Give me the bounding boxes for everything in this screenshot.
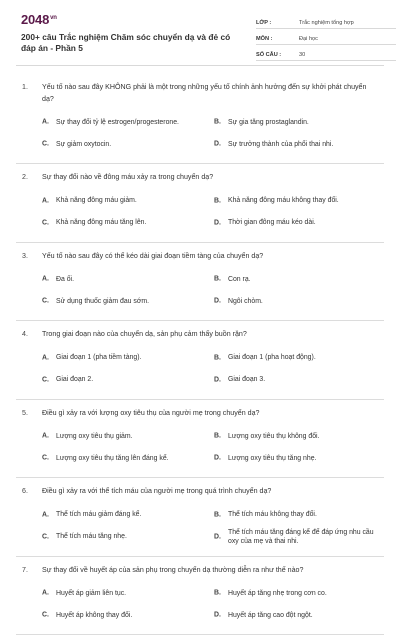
option-letter: A. bbox=[42, 432, 49, 441]
option-b[interactable] bbox=[214, 268, 386, 290]
question-4 bbox=[16, 321, 384, 400]
option-c[interactable] bbox=[42, 369, 214, 391]
option-c[interactable] bbox=[42, 447, 214, 469]
option-b[interactable] bbox=[214, 425, 386, 447]
meta-value: 30 bbox=[299, 52, 305, 58]
option-text: Huyết áp tăng cao đột ngột. bbox=[228, 611, 313, 620]
option-grid bbox=[16, 498, 384, 556]
option-text: Thể tích máu không thay đổi. bbox=[228, 510, 317, 519]
option-letter: D. bbox=[214, 140, 221, 149]
logo-suffix: vn bbox=[50, 15, 57, 21]
option-a[interactable] bbox=[42, 425, 214, 447]
option-letter: C. bbox=[42, 375, 49, 384]
question-body: Yếu tố nào sau đây KHÔNG phải là một trong những yếu tố chính ảnh hưởng đến sự khởi phát chuyển dạ? bbox=[42, 83, 366, 103]
option-text: Thể tích máu tăng đáng kể để đáp ứng nhu cầu oxy của mẹ và thai nhi. bbox=[228, 528, 386, 546]
option-text: Giai đoạn 2. bbox=[56, 375, 93, 384]
option-text: Lượng oxy tiêu thụ không đổi. bbox=[228, 432, 320, 441]
question-2 bbox=[16, 164, 384, 243]
option-letter: A. bbox=[42, 275, 49, 284]
option-letter: D. bbox=[214, 454, 221, 463]
option-d[interactable] bbox=[214, 212, 386, 234]
option-b[interactable] bbox=[214, 504, 386, 526]
question-body: Điều gì xảy ra với lượng oxy tiêu thụ của người mẹ trong chuyển dạ? bbox=[42, 409, 259, 417]
option-grid bbox=[16, 184, 384, 242]
question-number: 5. bbox=[22, 408, 28, 420]
option-grid bbox=[16, 576, 384, 634]
option-letter: A. bbox=[42, 353, 49, 362]
meta-row-subject bbox=[256, 30, 396, 45]
option-text: Giai đoạn 1 (pha tiềm tàng). bbox=[56, 353, 141, 362]
option-b[interactable] bbox=[214, 582, 386, 604]
option-letter: D. bbox=[214, 218, 221, 227]
option-letter: A. bbox=[42, 510, 49, 519]
option-c[interactable] bbox=[42, 604, 214, 626]
option-c[interactable] bbox=[42, 212, 214, 234]
question-6 bbox=[16, 478, 384, 557]
option-b[interactable] bbox=[214, 347, 386, 369]
question-body: Sự thay đổi nào về đông máu xảy ra trong chuyển dạ? bbox=[42, 173, 213, 181]
option-letter: C. bbox=[42, 611, 49, 620]
option-letter: C. bbox=[42, 454, 49, 463]
option-text: Con rạ. bbox=[228, 275, 251, 284]
meta-value: Trắc nghiệm tổng hợp bbox=[299, 20, 354, 26]
option-text: Thời gian đông máu kéo dài. bbox=[228, 218, 316, 227]
option-text: Lượng oxy tiêu thụ giảm. bbox=[56, 432, 133, 441]
option-letter: B. bbox=[214, 432, 221, 441]
option-d[interactable] bbox=[214, 604, 386, 626]
question-5 bbox=[16, 400, 384, 479]
option-letter: A. bbox=[42, 196, 49, 205]
meta-value: Đại học bbox=[299, 36, 318, 42]
option-b[interactable] bbox=[214, 190, 386, 212]
option-text: Sự trưởng thành của phổi thai nhi. bbox=[228, 140, 333, 149]
question-body: Sự thay đổi về huyết áp của sản phụ trong chuyển dạ thường diễn ra như thế nào? bbox=[42, 566, 303, 574]
question-text bbox=[16, 478, 384, 498]
meta-row-class bbox=[256, 14, 396, 29]
option-d[interactable] bbox=[214, 290, 386, 312]
site-logo[interactable] bbox=[21, 12, 57, 27]
option-text: Khả năng đông máu không thay đổi. bbox=[228, 196, 339, 205]
option-grid bbox=[16, 341, 384, 399]
question-text bbox=[16, 321, 384, 341]
question-number: 2. bbox=[22, 172, 28, 184]
option-d[interactable] bbox=[214, 133, 386, 155]
option-text: Thể tích máu giảm đáng kể. bbox=[56, 510, 141, 519]
meta-label: MÔN : bbox=[256, 36, 272, 42]
worksheet-header bbox=[16, 0, 384, 66]
question-text bbox=[16, 400, 384, 420]
option-letter: C. bbox=[42, 532, 49, 541]
option-letter: B. bbox=[214, 589, 221, 598]
option-text: Khả năng đông máu giảm. bbox=[56, 196, 137, 205]
option-letter: B. bbox=[214, 118, 221, 127]
option-d[interactable] bbox=[214, 447, 386, 469]
option-text: Thể tích máu tăng nhẹ. bbox=[56, 532, 127, 541]
meta-label: LỚP : bbox=[256, 20, 271, 26]
option-letter: A. bbox=[42, 118, 49, 127]
question-number: 3. bbox=[22, 251, 28, 263]
option-c[interactable] bbox=[42, 133, 214, 155]
option-text: Sự giảm oxytocin. bbox=[56, 140, 111, 149]
option-d[interactable] bbox=[214, 526, 386, 548]
question-text bbox=[16, 557, 384, 577]
option-text: Giai đoạn 1 (pha hoạt động). bbox=[228, 353, 316, 362]
option-letter: B. bbox=[214, 196, 221, 205]
question-body: Yếu tố nào sau đây có thể kéo dài giai đoạn tiềm tàng của chuyển dạ? bbox=[42, 252, 263, 260]
option-letter: B. bbox=[214, 353, 221, 362]
logo-text: 2048 bbox=[21, 12, 49, 27]
question-3 bbox=[16, 243, 384, 322]
question-text bbox=[16, 74, 384, 105]
meta-label: SỐ CÂU : bbox=[256, 52, 281, 58]
option-text: Huyết áp không thay đổi. bbox=[56, 611, 132, 620]
question-number: 4. bbox=[22, 329, 28, 341]
option-text: Lượng oxy tiêu thụ tăng nhẹ. bbox=[228, 454, 316, 463]
option-c[interactable] bbox=[42, 526, 214, 548]
option-text: Huyết áp giảm liên tục. bbox=[56, 589, 126, 598]
option-text: Khả năng đông máu tăng lên. bbox=[56, 218, 146, 227]
option-letter: D. bbox=[214, 297, 221, 306]
option-letter: D. bbox=[214, 611, 221, 620]
page-title: 200+ câu Trắc nghiệm Chăm sóc chuyển dạ và đẻ có đáp án - Phần 5 bbox=[21, 32, 236, 54]
option-text: Sử dụng thuốc giảm đau sớm. bbox=[56, 297, 149, 306]
question-text bbox=[16, 243, 384, 263]
question-number: 7. bbox=[22, 565, 28, 577]
question-text bbox=[16, 164, 384, 184]
option-text: Sự thay đổi tỷ lệ estrogen/progesterone. bbox=[56, 118, 179, 127]
option-a[interactable] bbox=[42, 268, 214, 290]
meta-panel bbox=[256, 14, 396, 62]
option-a[interactable] bbox=[42, 111, 214, 133]
option-grid bbox=[16, 419, 384, 477]
option-text: Giai đoạn 3. bbox=[228, 375, 265, 384]
option-a[interactable] bbox=[42, 190, 214, 212]
question-number: 1. bbox=[22, 82, 28, 94]
option-a[interactable] bbox=[42, 504, 214, 526]
option-c[interactable] bbox=[42, 290, 214, 312]
option-letter: B. bbox=[214, 510, 221, 519]
option-letter: C. bbox=[42, 140, 49, 149]
question-7 bbox=[16, 557, 384, 635]
option-letter: A. bbox=[42, 589, 49, 598]
option-grid bbox=[16, 105, 384, 163]
question-number: 6. bbox=[22, 486, 28, 498]
option-d[interactable] bbox=[214, 369, 386, 391]
option-text: Đa ối. bbox=[56, 275, 74, 284]
option-text: Ngôi chỏm. bbox=[228, 297, 263, 306]
option-letter: B. bbox=[214, 275, 221, 284]
option-letter: D. bbox=[214, 375, 221, 384]
option-a[interactable] bbox=[42, 347, 214, 369]
option-letter: D. bbox=[214, 532, 221, 541]
question-list bbox=[16, 74, 384, 635]
option-letter: C. bbox=[42, 218, 49, 227]
meta-row-count bbox=[256, 46, 396, 61]
question-body: Điều gì xảy ra với thể tích máu của người mẹ trong quá trình chuyển dạ? bbox=[42, 487, 271, 495]
option-grid bbox=[16, 262, 384, 320]
option-text: Lượng oxy tiêu thụ tăng lên đáng kể. bbox=[56, 454, 169, 463]
option-letter: C. bbox=[42, 297, 49, 306]
option-text: Huyết áp tăng nhẹ trong cơn co. bbox=[228, 589, 327, 598]
option-a[interactable] bbox=[42, 582, 214, 604]
question-body: Trong giai đoạn nào của chuyển dạ, sản phụ cảm thấy buồn rặn? bbox=[42, 330, 247, 338]
option-b[interactable] bbox=[214, 111, 386, 133]
option-text: Sự gia tăng prostaglandin. bbox=[228, 118, 309, 127]
question-1 bbox=[16, 74, 384, 164]
